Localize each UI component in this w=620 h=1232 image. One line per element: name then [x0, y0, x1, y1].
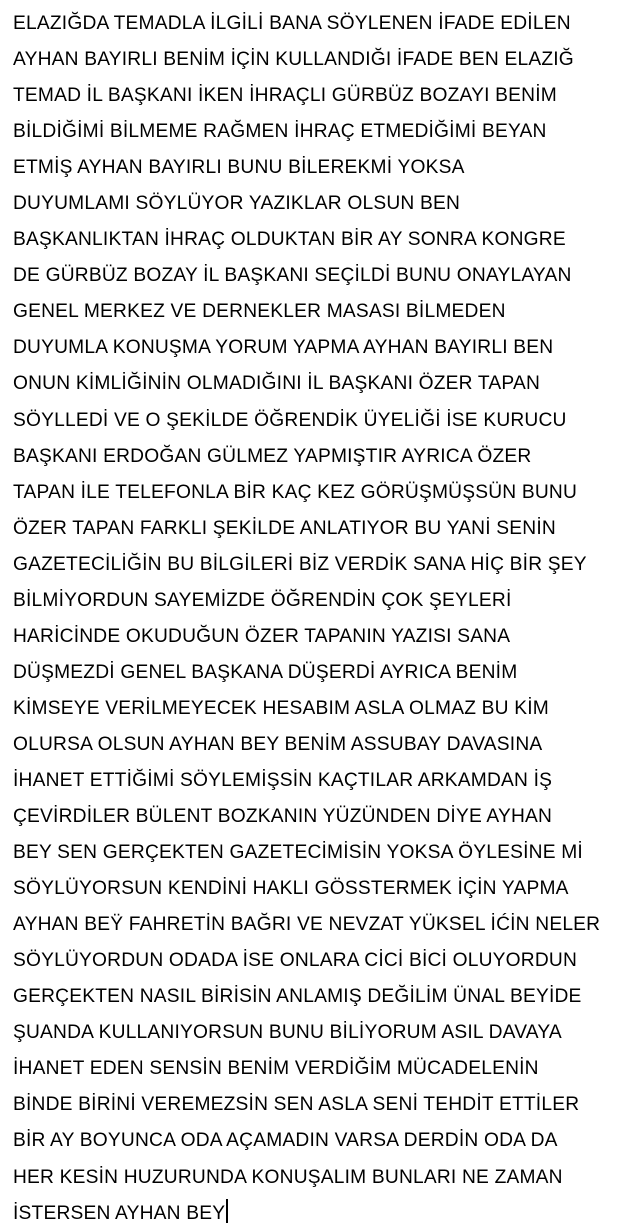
text-line: HARİCİNDE OKUDUĞUN ÖZER TAPANIN YAZISI SANA [13, 625, 511, 647]
text-line: ETMİŞ AYHAN BAYIRLI BUNU BİLEREKMİ YOKSA [13, 157, 465, 179]
text-line: BAŞKANLIKTAN İHRAÇ OLDUKTAN BİR AY SONRA KONGRE [13, 229, 566, 251]
text-line: DÜŞMEZDİ GENEL BAŞKANA DÜŞERDİ AYRICA BENİM [13, 661, 518, 683]
text-line: SÖYLÜYORSUN KENDİNİ HAKLI GÖSSTERMEK İÇİN YAPMA [13, 878, 569, 900]
text-line: BİNDE BİRİNİ VEREMEZSİN SEN ASLA SENİ TEHDİT ETTİLER [13, 1094, 580, 1116]
text-line: SÖYLLEDİ VE O ŞEKİLDE ÖĞRENDİK ÜYELİĞİ İSE KURUCU [13, 409, 567, 431]
text-cursor[interactable] [226, 1199, 228, 1223]
text-line: BİLMİYORDUN SAYEMİZDE ÖĞRENDİN ÇOK ŞEYLERİ [13, 589, 512, 611]
text-line: HER KESİN HUZURUNDA KONUŞALIM BUNLARI NE ZAMAN [13, 1166, 563, 1188]
text-line: İHANET ETTİĞİMİ SÖYLEMİŞSİN KAÇTILAR ARKAMDAN İŞ [13, 769, 553, 791]
text-line: ONUN KİMLİĞİNİN OLMADIĞINI İL BAŞKANI ÖZER TAPAN [13, 373, 541, 395]
text-line: KİMSEYE VERİLMEYECEK HESABIM ASLA OLMAZ BU KİM [13, 697, 549, 719]
text-line: BEY SEN GERÇEKTEN GAZETECİMİSİN YOKSA ÖYLESİNE Mİ [13, 842, 583, 864]
text-line: AYHAN BAYIRLI BENİM İÇİN KULLANDIĞI İFADE BEN ELAZIĞ [13, 49, 574, 71]
text-line: OLURSA OLSUN AYHAN BEY BENİM ASSUBAY DAVASINA [13, 733, 543, 755]
text-line: ŞUANDA KULLANIYORSUN BUNU BİLİYORUM ASIL DAVAYA [13, 1022, 562, 1044]
text-line: İSTERSEN AYHAN BEY [13, 1202, 226, 1224]
text-line: TAPAN İLE TELEFONLA BİR KAÇ KEZ GÖRÜŞMÜŞSÜN BUNU [13, 481, 578, 503]
text-line: DUYUMLAMI SÖYLÜYOR YAZIKLAR OLSUN BEN [13, 193, 461, 215]
document-body[interactable] [13, 6, 613, 1232]
text-line: GAZETECİLİĞİN BU BİLGİLERİ BİZ VERDİK SANA HİÇ BİR ŞEY [13, 553, 587, 575]
text-line: GENEL MERKEZ VE DERNEKLER MASASI BİLMEDEN [13, 301, 506, 323]
last-line [13, 1196, 613, 1232]
text-line: AYHAN BEŸ FAHRETİN BAĞRI VE NEVZAT YÜKSEL İĆİN NELER [13, 914, 601, 936]
text-line: ÇEVİRDİLER BÜLENT BOZKANIN YÜZÜNDEN DİYE AYHAN [13, 806, 553, 828]
text-line: DUYUMLA KONUŞMA YORUM YAPMA AYHAN BAYIRLI BEN [13, 337, 554, 359]
text-line: DE GÜRBÜZ BOZAY İL BAŞKANI SEÇİLDİ BUNU ONAYLAYAN [13, 265, 572, 287]
text-line: İHANET EDEN SENSİN BENİM VERDİĞİM MÜCADELENİN [13, 1058, 539, 1080]
text-line: ÖZER TAPAN FARKLI ŞEKİLDE ANLATIYOR BU YANİ SENİN [13, 517, 556, 539]
text-line: BİLDİĞİMİ BİLMEME RAĞMEN İHRAÇ ETMEDİĞİMİ BEYAN [13, 121, 547, 143]
text-line: ELAZIĞDA TEMADLA İLGİLİ BANA SÖYLENEN İFADE EDİLEN [13, 13, 571, 34]
text-line: SÖYLÜYORDUN ODADA İSE ONLARA CİCİ BİCİ OLUYORDUN [13, 950, 578, 972]
text-line: BAŞKANI ERDOĞAN GÜLMEZ YAPMIŞTIR AYRICA ÖZER [13, 445, 532, 467]
text-line: TEMAD İL BAŞKANI İKEN İHRAÇLI GÜRBÜZ BOZAYI BENİM [13, 85, 557, 107]
text-line: BİR AY BOYUNCA ODA AÇAMADIN VARSA DERDİN ODA DA [13, 1130, 558, 1152]
text-line: GERÇEKTEN NASIL BİRİSİN ANLAMIŞ DEĞİLİM ÜNAL BEYİDE [13, 986, 582, 1008]
